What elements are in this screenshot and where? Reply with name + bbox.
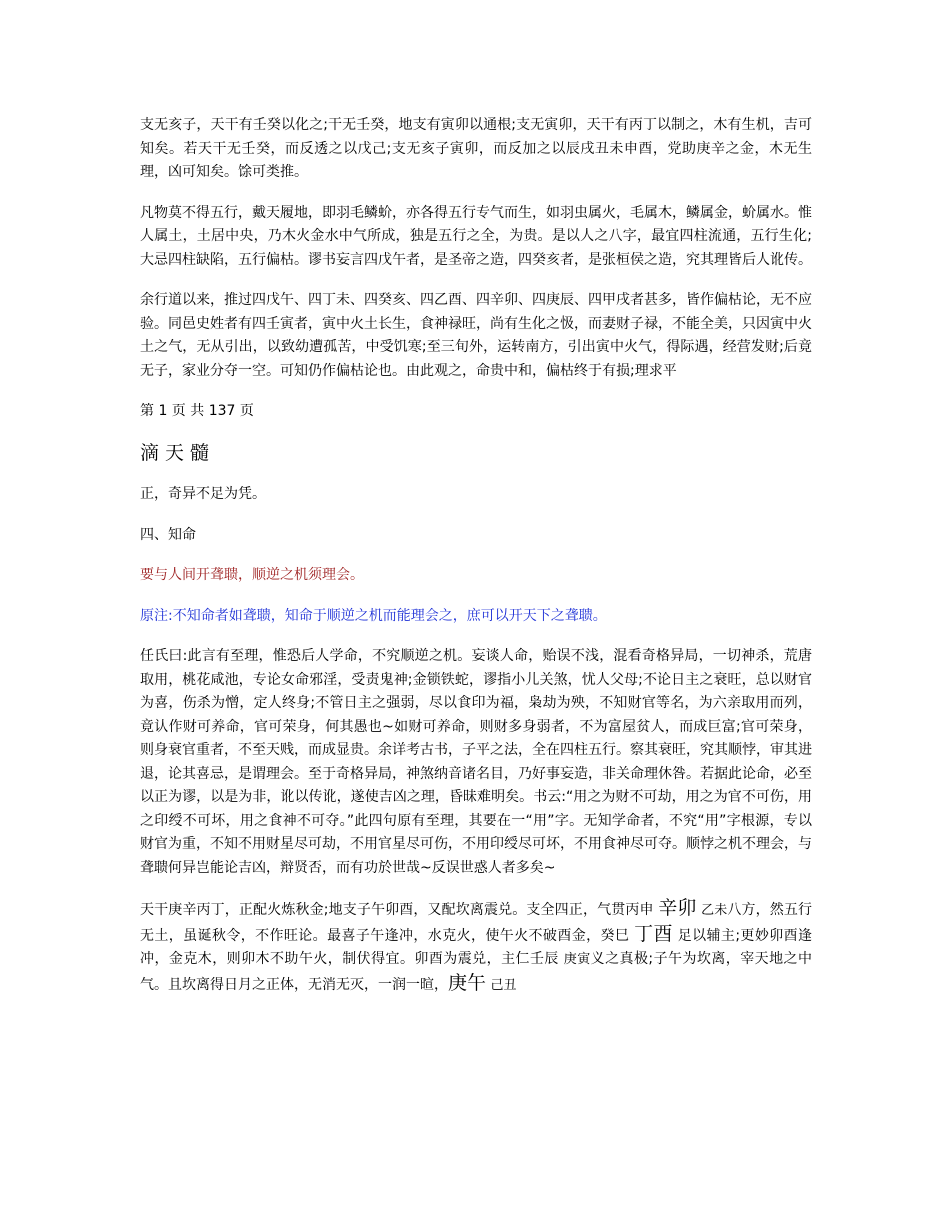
paragraph-five-elements: 凡物莫不得五行，戴天履地，即羽毛鳞蚧，亦各得五行专气而生，如羽虫属火，毛属木，鳞属金，蚧属水。惟人属土，土居中央，乃木火金水中气所成，独是五行之全，为贵。是以人之八字，最宜四柱流通，五行生化;大忌四柱缺陷，五行偏枯。谬书妄言四戊午者，是圣帝之造，四癸亥者，是张桓侯之造，究其理皆后人讹传。 xyxy=(140,204,812,268)
page-footer: 第 1 页 共 137 页 xyxy=(140,403,254,419)
pillar-luck-3: 己丑 xyxy=(490,977,517,993)
pillar-day: 庚午 xyxy=(448,971,487,994)
pillar-year: 辛卯 xyxy=(658,897,697,919)
example-text-4: 义之真极;子午为坎离，宰天地之中气。且坎离得日月之正体，无消无灭，一润一暄， xyxy=(140,951,812,993)
book-title: 滴天髓 xyxy=(140,442,216,464)
paragraph-wood-conditions: 支无亥子，天干有壬癸以化之;干无壬癸，地支有寅卯以通根;支无寅卯，天干有丙丁以制之，木有生机，吉可知矣。若天干无壬癸，而反透之以戊己;支无亥子寅卯，而反加之以辰戌丑未申酉，党助庚辛之金，木无生理，凶可知矣。馀可类推。 xyxy=(140,117,812,180)
pillar-month: 丁酉 xyxy=(634,922,673,945)
pillar-luck-1: 乙未 xyxy=(701,903,728,918)
example-text-3: 足以辅主;更妙卯酉逢冲，金克木，则卯木不助午火，制伏得宜。卯酉为震兑，主仁壬辰 xyxy=(140,927,812,967)
paragraph-example-chart xyxy=(140,897,812,997)
example-text-1: 天干庚辛丙丁，正配火炼秋金;地支子午卯酉，又配坎离震兑。支全四正，气贯丙申 xyxy=(140,902,654,918)
commentary-ren: 任氏曰:此言有至理，惟恐后人学命，不究顺逆之机。妄谈人命，贻误不浅，混看奇格异局，一切神杀，荒唐取用，桃花咸池，专论女命邪淫，受责鬼神;金锁铁蛇，谬指小儿关煞，忧人父母;不论日主之衰旺，总以财官为喜，伤杀为憎，定人终身;不管日主之强弱，尽以食印为福，枭劫为殃，不知财官等名，为六亲取用而列，竟认作财可养命，官可荣身，何其愚也~如财可养命，则财多身弱者，不为富屋贫人，而成巨富;官可荣身，则身衰官重者，不至天贱，而成显贵。余详考古书，子平之法，全在四柱五行。察其衰旺，究其顺悖，审其进退，论其喜忌，是谓理会。至于奇格异局，神煞纳音诸名目，乃好事妄造，非关命理休咎。若据此论命，必至以正为谬，以是为非，讹以传讹，遂使吉凶之理，昏昧难明矣。书云:“用之为财不可劫，用之为官不可伤，用之印绶不可坏，用之食神不可夺。”此四句原有至理，其要在一“用”字。无知学命者，不究“用”字根源，专以财官为重，不知不用财星尽可劫，不用官星尽可伤，不用印绶尽可坏，不用食神尽可夺。顺悖之机不理会，与聋聩何异岂能论吉凶，辩贤否，而有功於世哉~反误世惑人者多矣~ xyxy=(140,648,812,876)
original-annotation: 原注:不知命者如聋聩，知命于顺逆之机而能理会之，庶可以开天下之聋聩。 xyxy=(140,607,607,624)
paragraph-practice-experience: 余行道以来，推过四戊午、四丁未、四癸亥、四乙酉、四辛卯、四庚辰、四甲戌者甚多，皆作偏枯论，无不应验。同邑史姓者有四壬寅者，寅中火土长生，食神禄旺，尚有生化之忣，而妻财子禄，不能全美，只因寅中火土之气，无从引出，以致幼遭孤苦，中受饥寒;至三旬外，运转南方，引出寅中火气，得际遇，经营发财;后竟无子，家业分夺一空。可知仍作偏枯论也。由此观之，命贵中和，偏枯终于有损;理求平 xyxy=(140,292,812,379)
section-heading: 四、知命 xyxy=(140,526,196,543)
paragraph-continuation: 正，奇异不足为凭。 xyxy=(140,486,266,502)
example-text-2: 八方，然五行无土，虽诞秋令，不作旺论。最喜子午逢冲，水克火，使午火不破酉金，癸巳 xyxy=(140,902,812,944)
verse-text: 要与人间开聋聩，顺逆之机须理会。 xyxy=(140,567,364,583)
pillar-luck-2: 庚寅 xyxy=(563,952,591,967)
document-page xyxy=(140,114,812,1014)
